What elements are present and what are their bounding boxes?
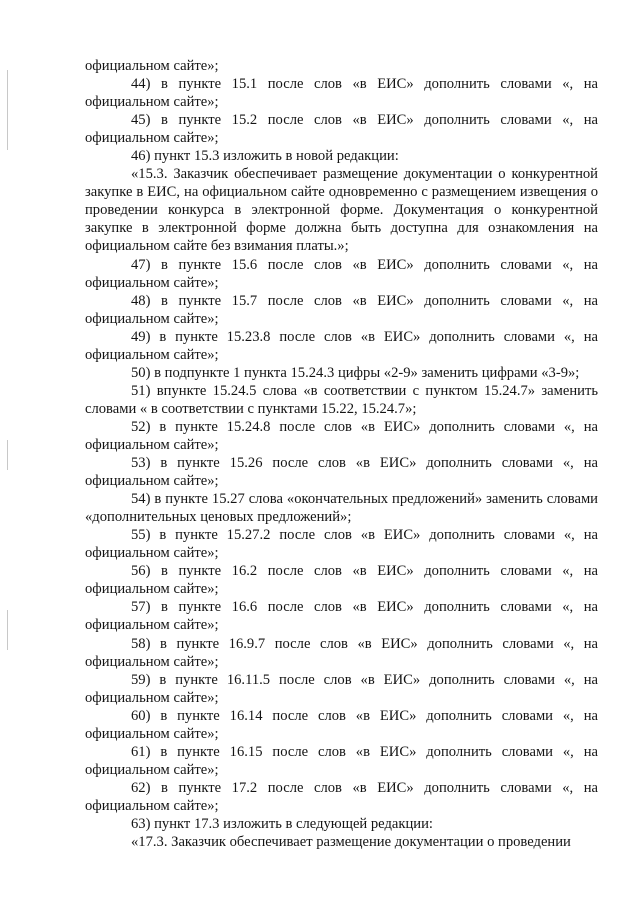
paragraph: 48) в пункте 15.7 после слов «в ЕИС» дополнить словами «, на официальном сайте»; — [85, 292, 598, 327]
paragraph: 55) в пункте 15.27.2 после слов «в ЕИС» дополнить словами «, на официальном сайте»; — [85, 527, 598, 562]
paragraph: 47) в пункте 15.6 после слов «в ЕИС» дополнить словами «, на официальном сайте»; — [85, 256, 598, 291]
paragraph: 50) в подпункте 1 пункта 15.24.3 цифры «2-9» заменить цифрами «3-9»; — [131, 364, 580, 381]
paragraph: 52) в пункте 15.24.8 после слов «в ЕИС» дополнить словами «, на официальном сайте»; — [85, 418, 598, 453]
scan-edge-mark — [7, 610, 8, 650]
paragraph: 56) в пункте 16.2 после слов «в ЕИС» дополнить словами «, на официальном сайте»; — [85, 563, 598, 598]
paragraph: 49) в пункте 15.23.8 после слов «в ЕИС» дополнить словами «, на официальном сайте»; — [85, 328, 598, 363]
scan-edge-mark — [7, 70, 8, 150]
paragraph: 46) пункт 15.3 изложить в новой редакции: — [131, 148, 399, 165]
paragraph: «15.3. Заказчик обеспечивает размещение документации о конкурентной закупке в ЕИС, на официальном сайте одновременно с размещением извещения о проведении конкурса в электронной форме. Документация о конкурентной закупке в электронной форме должна быть доступна для ознакомления на официальном сайте без взимания платы.»; — [85, 166, 598, 255]
paragraph: 54) в пункте 15.27 слова «окончательных предложений» заменить словами «дополнительных ценовых предложений»; — [85, 491, 598, 526]
paragraph: «17.3. Заказчик обеспечивает размещение документации о проведении — [131, 834, 571, 851]
paragraph: 62) в пункте 17.2 после слов «в ЕИС» дополнить словами «, на официальном сайте»; — [85, 779, 598, 814]
paragraph: 63) пункт 17.3 изложить в следующей редакции: — [131, 815, 433, 832]
paragraph: 60) в пункте 16.14 после слов «в ЕИС» дополнить словами «, на официальном сайте»; — [85, 707, 598, 742]
paragraph: 58) в пункте 16.9.7 после слов «в ЕИС» дополнить словами «, на официальном сайте»; — [85, 635, 598, 670]
paragraph: 45) в пункте 15.2 после слов «в ЕИС» дополнить словами «, на официальном сайте»; — [85, 112, 598, 147]
paragraph: 44) в пункте 15.1 после слов «в ЕИС» дополнить словами «, на официальном сайте»; — [85, 76, 598, 111]
document-body — [85, 57, 598, 851]
scan-edge-mark — [7, 440, 8, 470]
paragraph: 51) впункте 15.24.5 слова «в соответствии с пунктом 15.24.7» заменить словами « в соответствии с пунктами 15.22, 15.24.7»; — [85, 382, 598, 417]
paragraph: официальном сайте»; — [85, 58, 219, 74]
paragraph: 59) в пункте 16.11.5 после слов «в ЕИС» дополнить словами «, на официальном сайте»; — [85, 671, 598, 706]
paragraph: 53) в пункте 15.26 после слов «в ЕИС» дополнить словами «, на официальном сайте»; — [85, 455, 598, 490]
paragraph: 57) в пункте 16.6 после слов «в ЕИС» дополнить словами «, на официальном сайте»; — [85, 599, 598, 634]
paragraph: 61) в пункте 16.15 после слов «в ЕИС» дополнить словами «, на официальном сайте»; — [85, 743, 598, 778]
